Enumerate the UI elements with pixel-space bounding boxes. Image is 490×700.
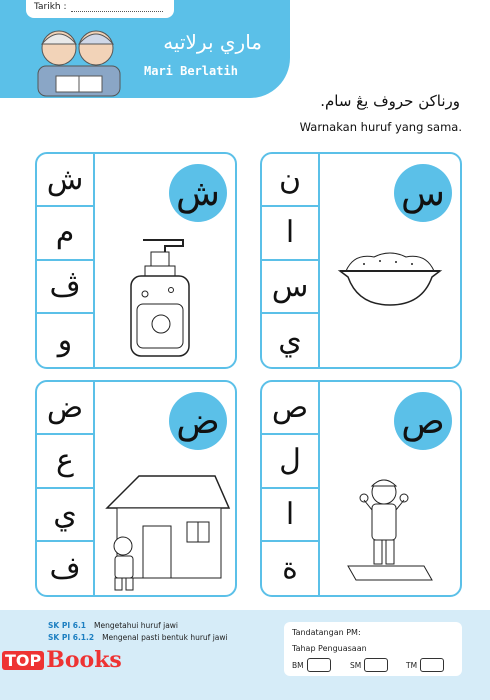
letter-column bbox=[37, 154, 95, 367]
date-line bbox=[71, 3, 163, 12]
objective-code: SK PI 6.1.2 bbox=[48, 633, 95, 642]
date-label: Tarikh : bbox=[34, 2, 67, 12]
house-boy-icon bbox=[99, 468, 235, 592]
letter-option[interactable]: ض bbox=[37, 382, 93, 435]
target-letter: ص bbox=[394, 392, 452, 450]
letter-option[interactable]: ص bbox=[262, 382, 318, 435]
children-reading-illustration bbox=[24, 18, 134, 100]
level-label: TM bbox=[406, 660, 418, 670]
letter-option[interactable]: م bbox=[37, 207, 93, 260]
letter-column bbox=[262, 154, 320, 367]
level-bm[interactable] bbox=[292, 658, 331, 672]
letter-option[interactable]: ل bbox=[262, 435, 318, 488]
letter-option[interactable]: ي bbox=[37, 489, 93, 542]
level-checkbox[interactable] bbox=[364, 658, 388, 672]
letter-option[interactable]: ا bbox=[262, 207, 318, 260]
card-shin bbox=[35, 152, 237, 369]
letter-option[interactable]: ف bbox=[49, 550, 81, 586]
letter-option[interactable]: ع bbox=[37, 435, 93, 488]
target-letter: ض bbox=[169, 392, 227, 450]
letter-option[interactable]: س bbox=[262, 261, 318, 314]
letter-option[interactable]: ڤ bbox=[37, 261, 93, 314]
card-sad bbox=[260, 380, 462, 597]
praying-boy-icon bbox=[338, 470, 438, 588]
signature-box bbox=[284, 622, 462, 676]
objective-code: SK PI 6.1 bbox=[48, 621, 87, 630]
letter-option[interactable]: ي bbox=[278, 322, 302, 358]
objective-text: Mengetahui huruf jawi bbox=[94, 621, 179, 630]
target-letter: س bbox=[394, 164, 452, 222]
date-field[interactable] bbox=[26, 0, 174, 18]
level-checkbox[interactable] bbox=[420, 658, 444, 672]
target-letter: ش bbox=[169, 164, 227, 222]
letter-option[interactable]: ش bbox=[37, 154, 93, 207]
letter-option[interactable]: و bbox=[57, 322, 73, 358]
level-sm[interactable] bbox=[350, 658, 388, 672]
objective-text: Mengenal pasti bentuk huruf jawi bbox=[102, 633, 228, 642]
rice-bowl-icon bbox=[334, 249, 446, 309]
card-sin bbox=[260, 152, 462, 369]
letter-column bbox=[37, 382, 95, 595]
signature-label: Tandatangan PM: bbox=[292, 628, 361, 637]
level-tm[interactable] bbox=[406, 658, 444, 672]
letter-option[interactable]: ة bbox=[282, 550, 298, 586]
soap-bottle-icon bbox=[125, 234, 195, 359]
letter-option[interactable]: ن bbox=[262, 154, 318, 207]
title-malay: Mari Berlatih bbox=[144, 64, 238, 78]
level-label: BM bbox=[292, 660, 304, 670]
mastery-label: Tahap Penguasaan bbox=[292, 644, 367, 653]
objective-item bbox=[48, 633, 228, 642]
title-arabic: ماري برلاتيه bbox=[163, 30, 262, 54]
logo-top: TOP bbox=[2, 651, 44, 670]
instruction-malay: Warnakan huruf yang sama. bbox=[299, 120, 462, 134]
letter-column bbox=[262, 382, 320, 595]
instruction-arabic: ورناكن حروف يڠ سام. bbox=[320, 92, 460, 110]
level-checkbox[interactable] bbox=[307, 658, 331, 672]
level-label: SM bbox=[350, 660, 362, 670]
topbooks-logo bbox=[2, 645, 122, 675]
card-dad bbox=[35, 380, 237, 597]
objective-item bbox=[48, 621, 178, 630]
logo-books: Books bbox=[46, 647, 122, 673]
letter-option[interactable]: ا bbox=[262, 489, 318, 542]
